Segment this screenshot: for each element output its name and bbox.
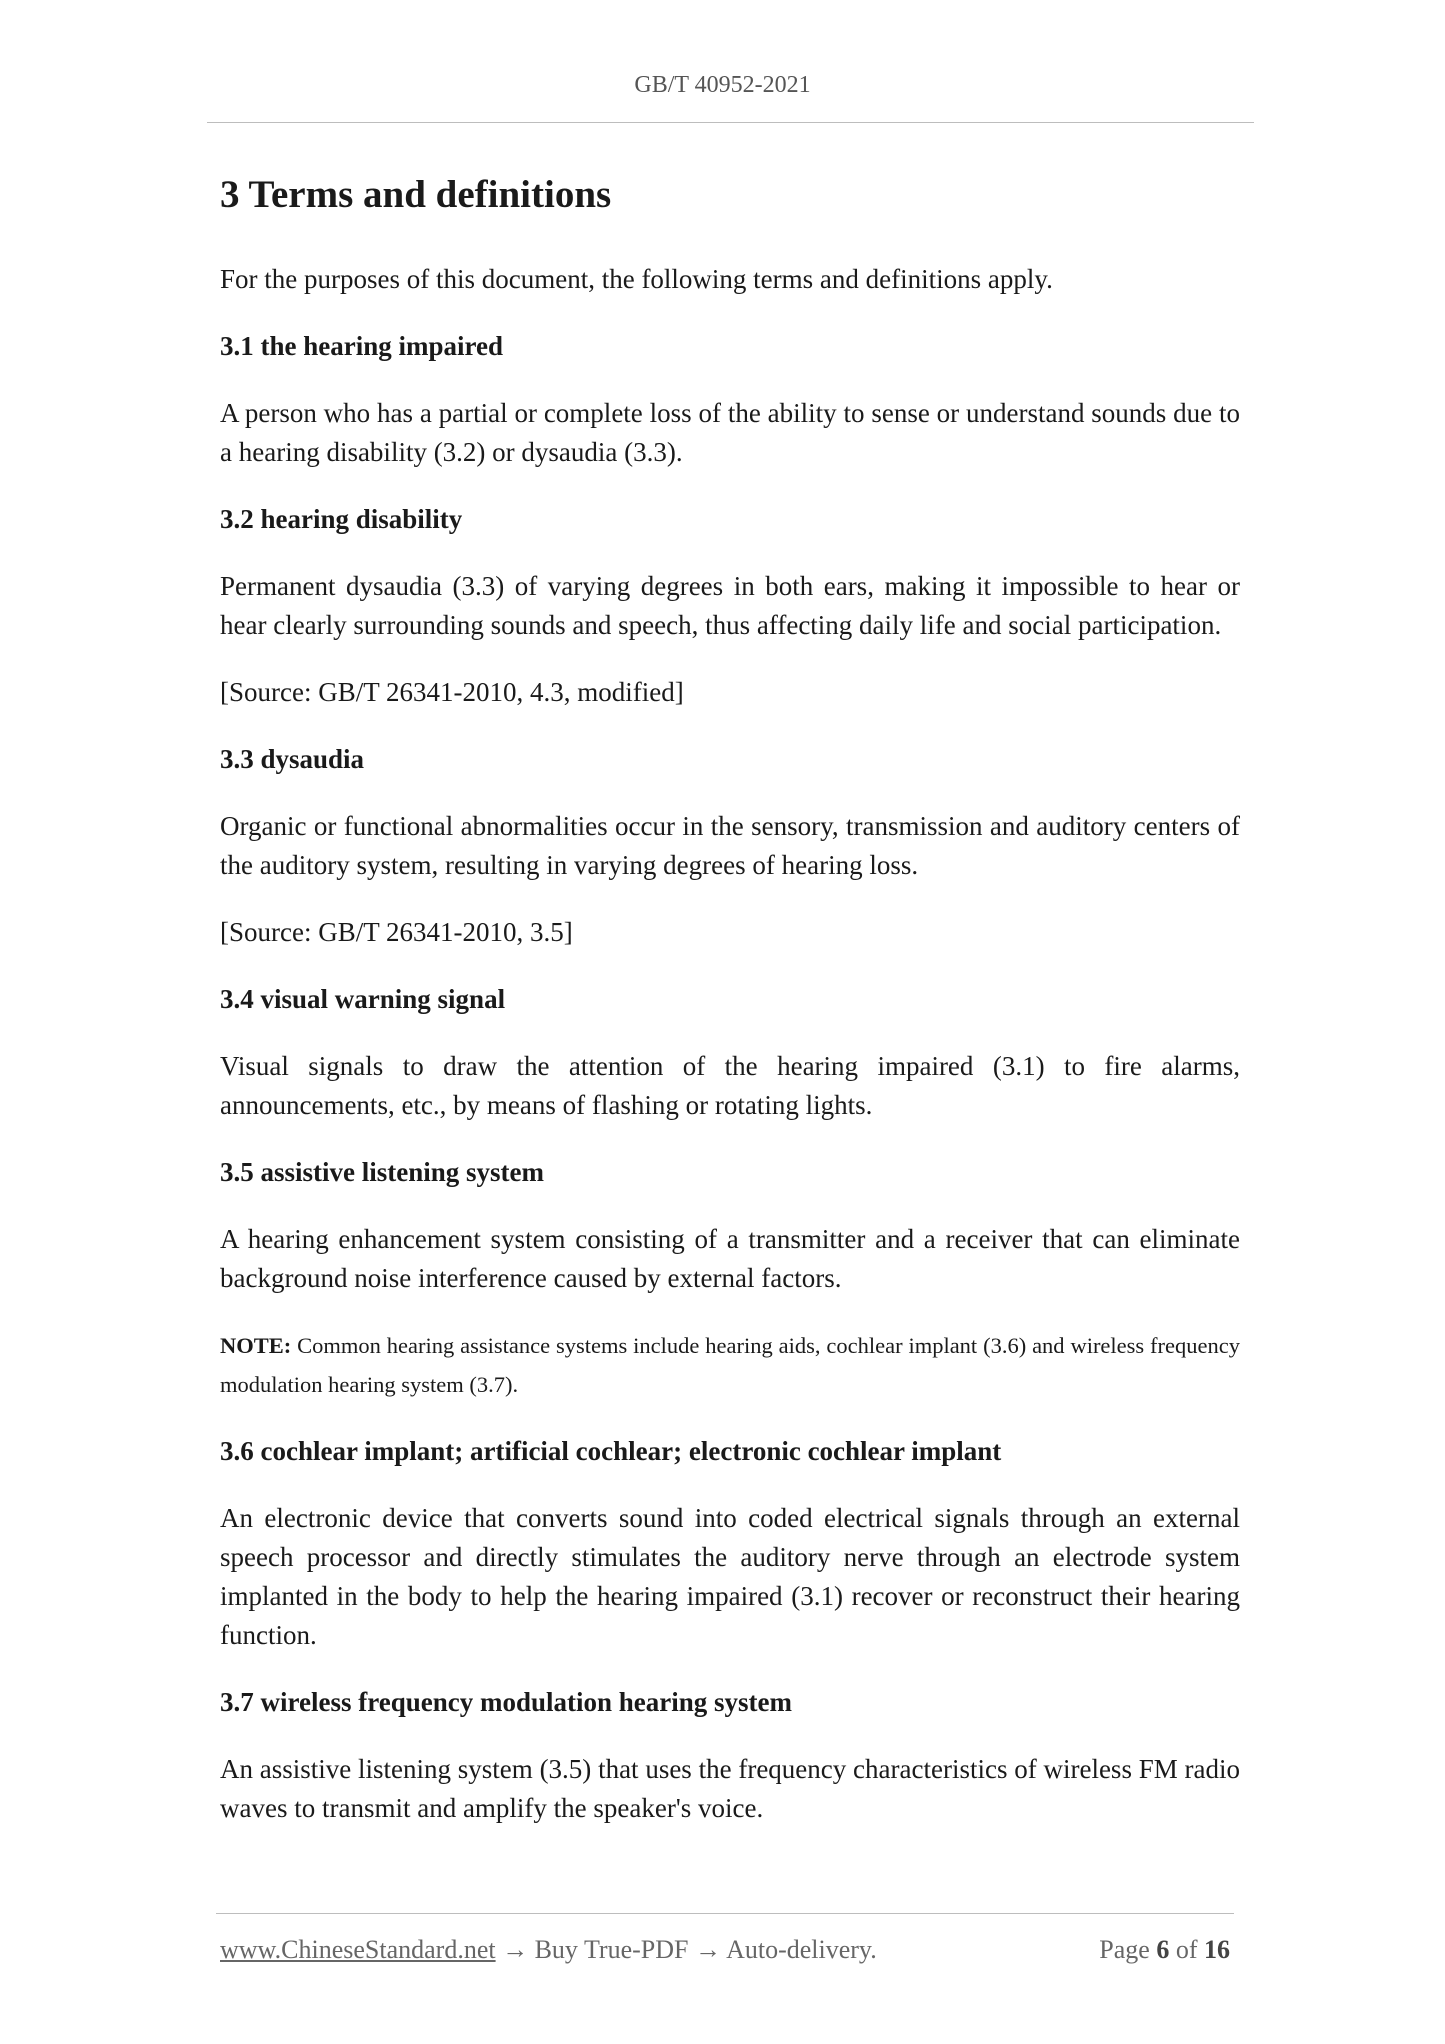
term-heading-3-4: 3.4 visual warning signal — [220, 984, 506, 1014]
page-indicator — [1099, 1935, 1230, 1965]
auto-delivery-text: Auto-delivery. — [726, 1935, 877, 1964]
page-label: Page — [1099, 1935, 1150, 1964]
chinese-standard-link[interactable]: www.ChineseStandard.net — [220, 1935, 496, 1964]
term-source-3-3: [Source: GB/T 26341-2010, 3.5] — [220, 917, 573, 947]
footer-divider — [216, 1913, 1234, 1914]
note-label: NOTE: — [220, 1333, 292, 1358]
document-body — [220, 170, 1240, 1856]
header-divider — [207, 122, 1254, 123]
buy-true-pdf-text: Buy True-PDF — [534, 1935, 689, 1964]
term-definition-3-7: An assistive listening system (3.5) that uses the frequency characteristics of wireless FM radio waves to transmit and amplify the speaker's voice. — [220, 1754, 1240, 1823]
term-definition-3-5: A hearing enhancement system consisting of a transmitter and a receiver that can eliminate background noise interference caused by external factors. — [220, 1224, 1240, 1293]
term-definition-3-3: Organic or functional abnormalities occur in the sensory, transmission and auditory centers of the auditory system, resulting in varying degrees of hearing loss. — [220, 811, 1240, 880]
note-text: Common hearing assistance systems include hearing aids, cochlear implant (3.6) and wireless frequency modulation hearing system (3.7). — [220, 1333, 1241, 1397]
term-definition-3-2: Permanent dysaudia (3.3) of varying degrees in both ears, making it impossible to hear or hear clearly surrounding sounds and speech, thus affecting daily life and social participation. — [220, 571, 1240, 640]
arrow-right-icon: → — [695, 1935, 721, 1964]
term-heading-3-2: 3.2 hearing disability — [220, 504, 463, 534]
section-intro: For the purposes of this document, the following terms and definitions apply. — [220, 264, 1053, 294]
term-heading-3-7: 3.7 wireless frequency modulation hearing system — [220, 1687, 792, 1717]
page-header — [0, 72, 1445, 99]
section-title: 3 Terms and definitions — [220, 173, 612, 216]
term-definition-3-1: A person who has a partial or complete loss of the ability to sense or understand sounds due to a hearing disability (3.2) or dysaudia (3.3). — [220, 398, 1240, 467]
arrow-right-icon: → — [502, 1935, 529, 1964]
term-heading-3-3: 3.3 dysaudia — [220, 744, 365, 774]
term-note-3-5 — [220, 1326, 1240, 1404]
term-definition-3-6: An electronic device that converts sound into coded electrical signals through an external speech processor and directly stimulates the auditory nerve through an electrode system implanted in the body to help the hearing impaired (3.1) recover or reconstruct their hearing function. — [220, 1503, 1240, 1650]
footer-promo — [220, 1935, 877, 1965]
term-heading-3-6: 3.6 cochlear implant; artificial cochlear; electronic cochlear implant — [220, 1436, 1002, 1466]
page-total: 16 — [1204, 1935, 1230, 1964]
page-footer — [220, 1935, 1230, 1965]
term-heading-3-1: 3.1 the hearing impaired — [220, 331, 503, 361]
page-of-label: of — [1175, 1935, 1198, 1964]
document-id: GB/T 40952-2021 — [634, 72, 811, 98]
term-definition-3-4: Visual signals to draw the attention of the hearing impaired (3.1) to fire alarms, announcements, etc., by means of flashing or rotating lights. — [220, 1051, 1240, 1120]
term-heading-3-5: 3.5 assistive listening system — [220, 1157, 544, 1187]
term-source-3-2: [Source: GB/T 26341-2010, 4.3, modified] — [220, 677, 684, 707]
page-current: 6 — [1156, 1935, 1170, 1964]
